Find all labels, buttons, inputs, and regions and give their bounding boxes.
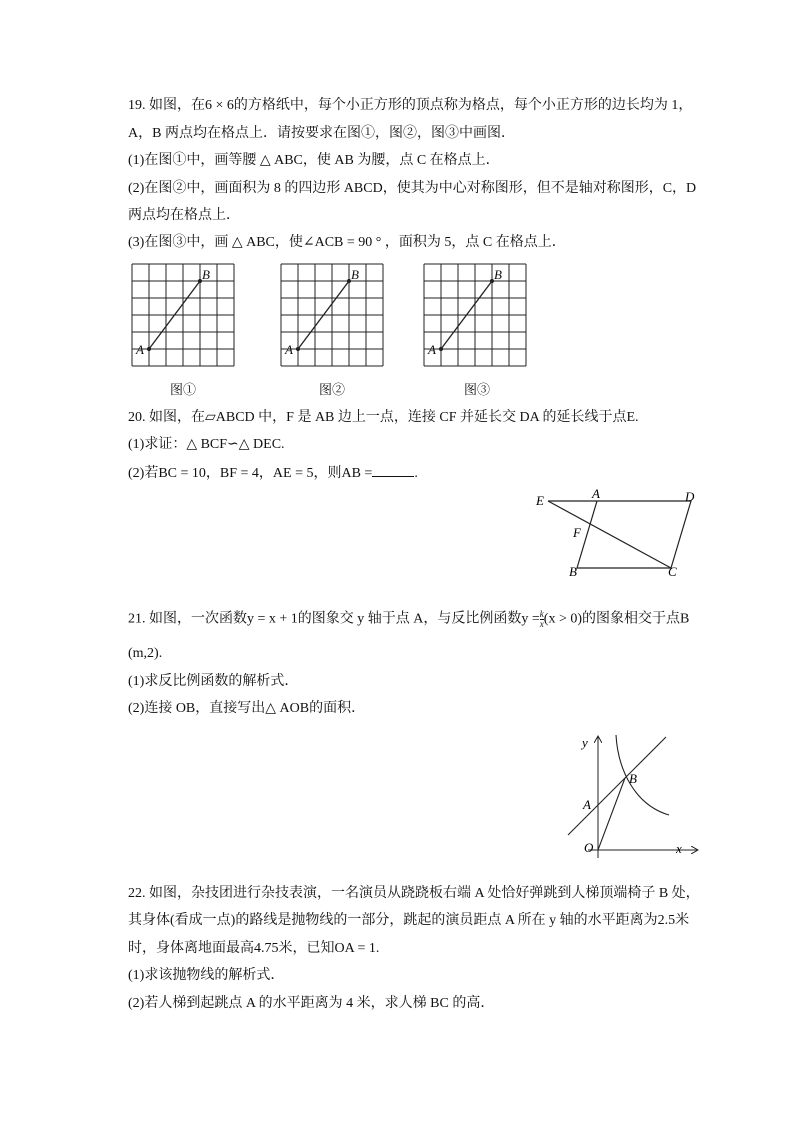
label-b: B: [202, 267, 210, 282]
segment-ob: [598, 778, 625, 850]
q21-line-3: (1)求反比例函数的解析式．: [128, 674, 299, 689]
linear-function-line: [568, 737, 666, 835]
grid-2: [281, 264, 383, 366]
q20-parallelogram-figure: [530, 488, 710, 580]
q20-line-3-end: .: [414, 466, 418, 481]
q19-line-3: (1)在图①中，画等腰 △ ABC，使 AB 为腰，点 C 在格点上．: [128, 153, 500, 168]
q21-line-2: (m,2).: [128, 646, 163, 661]
q19-line-6: (3)在图③中，画 △ ABC，使∠ACB = 90 ° ，面积为 5，点 C 在格点上．: [128, 235, 566, 250]
label-c: C: [668, 564, 677, 579]
label-a: A: [285, 342, 293, 357]
q19-line-4: (2)在图②中，画面积为 8 的四边形 ABCD，使其为中心对称图形，但不是轴对称图形，C，D: [128, 181, 697, 196]
label-y: y: [582, 735, 588, 750]
label-x: x: [676, 841, 682, 856]
q20-line-3-text: (2)若BC = 10，BF = 4，AE = 5，则AB =: [128, 466, 373, 481]
label-a: A: [592, 488, 600, 501]
label-e: E: [536, 493, 544, 508]
label-b: B: [494, 267, 502, 282]
q22-line-5: (2)若人梯到起跳点 A 的水平距离为 4 米，求人梯 BC 的高．: [128, 996, 495, 1011]
grid-2-caption: 图②: [319, 382, 346, 397]
q21-line-1: [128, 610, 689, 629]
q20-line-1: 20. 如图，在▱ABCD 中，F 是 AB 边上一点，连接 CF 并延长交 DA 的延长线于点E.: [128, 410, 639, 425]
grid-3: [424, 264, 526, 366]
q19-line-5: 两点均在格点上．: [128, 208, 240, 223]
q22-line-4: (1)求该抛物线的解析式．: [128, 968, 285, 983]
q21-line-1a: 21. 如图，一次函数y = x + 1的图象交 y 轴于点 A，与反比例函数y =: [128, 611, 540, 627]
label-d: D: [685, 489, 695, 504]
q19-line-1: 19. 如图，在6 × 6的方格纸中，每个小正方形的顶点称为格点，每个小正方形的边长均为 1，: [128, 98, 693, 113]
grid-3-caption: 图③: [464, 382, 491, 397]
label-f: F: [573, 525, 581, 540]
label-o: O: [584, 840, 594, 855]
frac-numerator: k: [539, 609, 544, 619]
lattice-point: [296, 347, 299, 350]
label-a: A: [583, 797, 591, 812]
answer-blank: [372, 464, 414, 477]
label-a: A: [136, 342, 144, 357]
q22-line-3: 时，身体离地面最高4.75米，已知OA = 1.: [128, 941, 380, 956]
q22-line-1: 22. 如图，杂技团进行杂技表演，一名演员从跷跷板右端 A 处恰好弹跳到人梯顶端椅子 B 处，: [128, 886, 700, 901]
grid-1-caption: 图①: [170, 382, 197, 397]
parallelogram-abcd: [577, 501, 691, 568]
label-b: B: [569, 564, 577, 579]
q21-function-graph: [560, 725, 710, 860]
lattice-point: [147, 347, 150, 350]
label-b: B: [351, 267, 359, 282]
line-ce: [548, 501, 671, 568]
q19-line-2: A，B 两点均在格点上．请按要求在图①，图②，图③中画图．: [128, 126, 515, 141]
label-b: B: [629, 771, 637, 786]
q21-line-4: (2)连接 OB，直接写出△ AOB的面积．: [128, 701, 366, 716]
label-a: A: [428, 342, 436, 357]
grid-1: [132, 264, 234, 366]
q21-line-1b: (x > 0)的图象相交于点B: [543, 611, 690, 627]
q20-line-2: (1)求证：△ BCF∽△ DEC.: [128, 437, 285, 452]
inverse-function-curve: [616, 735, 669, 815]
q22-line-2: 其身体(看成一点)的路线是抛物线的一部分，跳起的演员距点 A 所在 y 轴的水平距离为2.5米: [128, 913, 690, 928]
frac-denominator: x: [539, 619, 544, 629]
lattice-point: [439, 347, 442, 350]
q20-line-3: [128, 464, 418, 483]
